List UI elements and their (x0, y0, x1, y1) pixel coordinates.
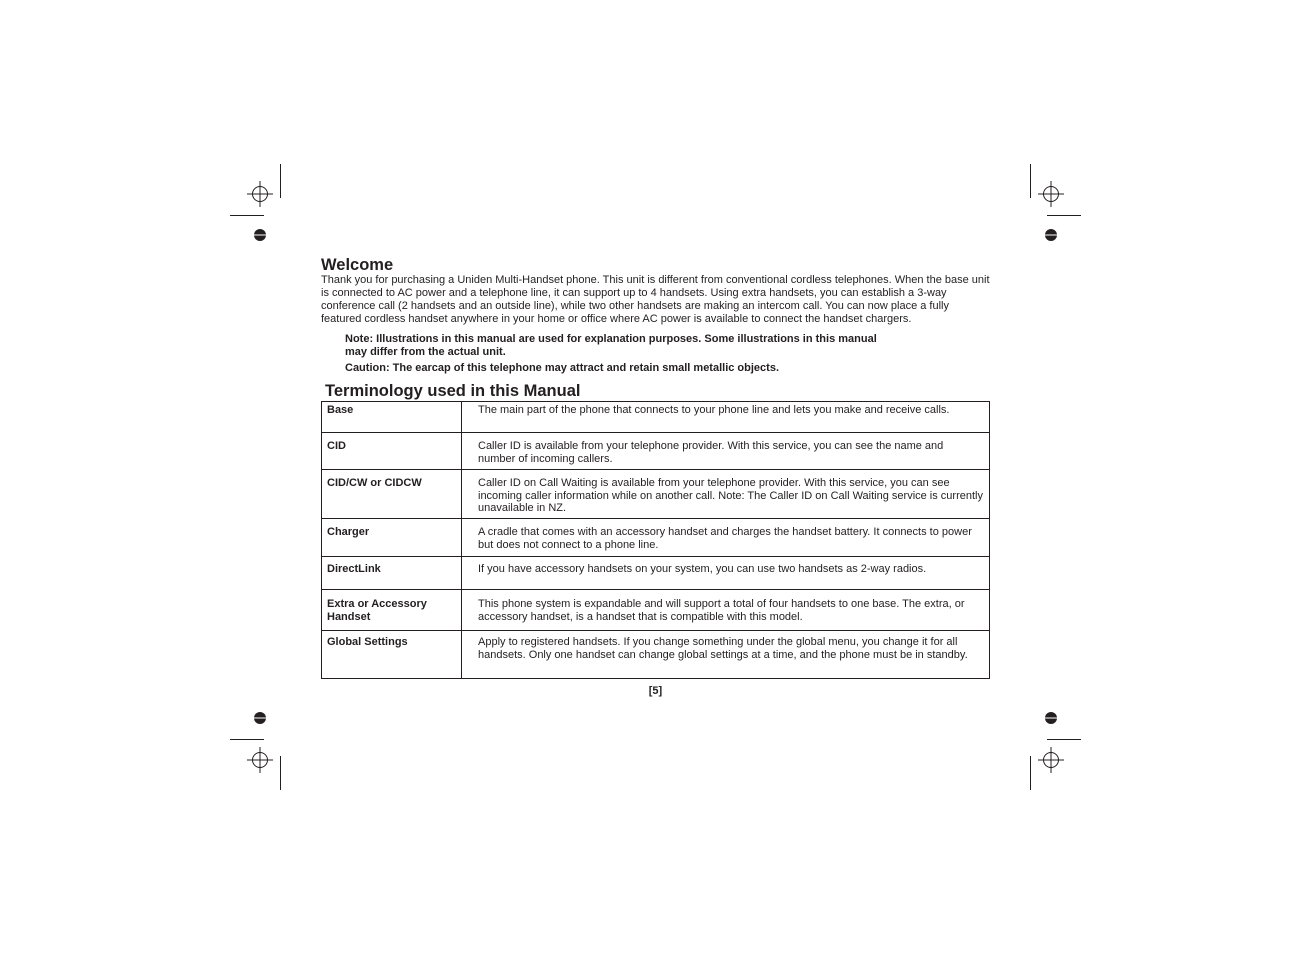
page-content (321, 256, 990, 697)
term-cell: Extra or Accessory Handset (322, 590, 462, 631)
crop-mark-bottom-right-horizontal (1047, 739, 1081, 740)
term-cell: Charger (322, 519, 462, 557)
table-row (322, 631, 990, 679)
registration-dot-icon (254, 229, 266, 241)
registration-dot-icon (1045, 229, 1057, 241)
page-number: [5] (648, 685, 663, 697)
registration-target-icon (1038, 747, 1064, 773)
illustration-note: Note: Illustrations in this manual are used for explanation purposes. Some illustrations in this manual may differ from the actual unit. (345, 333, 877, 358)
table-row (322, 519, 990, 557)
terminology-table (321, 401, 990, 679)
crop-mark-bottom-right-vertical (1030, 756, 1031, 790)
table-row (322, 470, 990, 519)
definition-cell: The main part of the phone that connects to your phone line and lets you make and receive calls. (462, 402, 990, 433)
term-cell: CID/CW or CIDCW (322, 470, 462, 519)
crop-mark-top-right-vertical (1030, 164, 1031, 198)
registration-target-icon (247, 747, 273, 773)
term-cell: Base (322, 402, 462, 433)
crop-mark-bottom-left-horizontal (230, 739, 264, 740)
registration-dot-icon (1045, 712, 1057, 724)
definition-cell: If you have accessory handsets on your system, you can use two handsets as 2-way radios. (462, 557, 990, 590)
registration-dot-icon (254, 712, 266, 724)
registration-target-icon (247, 181, 273, 207)
definition-cell: Apply to registered handsets. If you change something under the global menu, you change it for all handsets. Only one handset can change global settings at a time, and the phone must be in standby. (462, 631, 990, 679)
table-row (322, 590, 990, 631)
definition-cell: Caller ID on Call Waiting is available from your telephone provider. With this service, you can see incoming caller information while on another call. Note: The Caller ID on Call Waiting service is currently unavailable in NZ. (462, 470, 990, 519)
crop-mark-top-left-vertical (280, 164, 281, 198)
term-cell: DirectLink (322, 557, 462, 590)
table-row (322, 433, 990, 470)
table-row (322, 402, 990, 433)
caution-note: Caution: The earcap of this telephone may attract and retain small metallic objects. (345, 362, 780, 374)
crop-mark-top-right-horizontal (1047, 215, 1081, 216)
crop-mark-top-left-horizontal (230, 215, 264, 216)
welcome-body: Thank you for purchasing a Uniden Multi-Handset phone. This unit is different from conventional cordless telephones. When the base unit is connected to AC power and a telephone line, it can support up to 4 handsets. Using extra handsets, you can establish a 3-way conference call (2 handsets and an outside line), while two other handsets are making an intercom call. You can now place a fully featured cordless handset anywhere in your home or office where AC power is available to connect the handset chargers. (321, 274, 990, 325)
terminology-heading: Terminology used in this Manual (325, 382, 581, 400)
registration-target-icon (1038, 181, 1064, 207)
term-cell: Global Settings (322, 631, 462, 679)
definition-cell: Caller ID is available from your telephone provider. With this service, you can see the name and number of incoming callers. (462, 433, 990, 470)
term-cell: CID (322, 433, 462, 470)
crop-mark-bottom-left-vertical (280, 756, 281, 790)
welcome-heading: Welcome (321, 256, 394, 274)
definition-cell: This phone system is expandable and will support a total of four handsets to one base. The extra, or accessory handset, is a handset that is compatible with this model. (462, 590, 990, 631)
table-row (322, 557, 990, 590)
definition-cell: A cradle that comes with an accessory handset and charges the handset battery. It connects to power but does not connect to a phone line. (462, 519, 990, 557)
notes-block (345, 333, 885, 375)
